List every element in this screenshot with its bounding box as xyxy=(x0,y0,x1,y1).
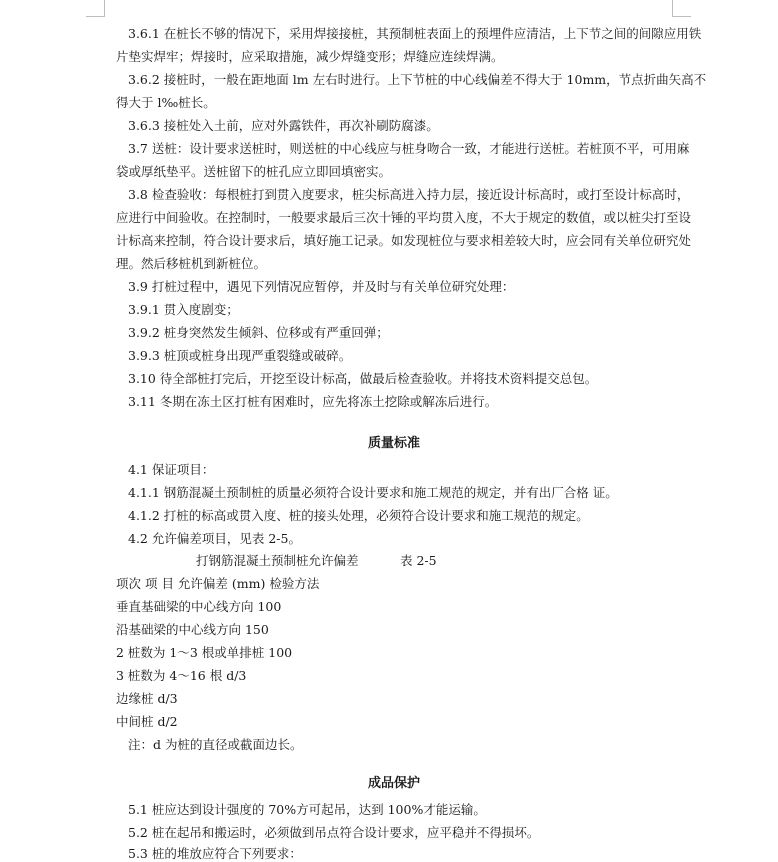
table-row: 边缘桩 d/3 xyxy=(116,691,178,706)
table-row: 垂直基础梁的中心线方向 100 xyxy=(116,599,282,614)
table-row: 中间桩 d/2 xyxy=(116,714,178,729)
para-3-6-3: 3.6.3 接桩处入土前，应对外露铁件，再次补刷防腐漆。 xyxy=(128,118,439,133)
para-3-8-line4: 理。然后移桩机到新桩位。 xyxy=(116,256,267,271)
para-3-7-line2: 袋或厚纸垫平。送桩留下的桩孔应立即回填密实。 xyxy=(116,164,392,179)
para-3-9-3: 3.9.3 桩顶或桩身出现严重裂缝或破碎。 xyxy=(128,348,352,363)
para-3-11: 3.11 冬期在冻土区打桩有困难时，应先将冻土挖除或解冻后进行。 xyxy=(128,394,498,409)
para-5-3: 5.3 桩的堆放应符合下列要求： xyxy=(128,846,302,861)
table-header-row: 项次 项 目 允许偏差 (mm) 检验方法 xyxy=(116,576,320,591)
table-title: 打钢筋混凝土预制桩允许偏差 xyxy=(196,553,359,568)
para-3-7-line1: 3.7 送桩：设计要求送桩时，则送桩的中心线应与桩身吻合一致，才能进行送桩。若桩顶不平，可用麻 xyxy=(128,141,690,156)
page-corner-mark-left xyxy=(86,0,105,17)
para-4-1-1: 4.1.1 钢筋混凝土预制桩的质量必须符合设计要求和施工规范的规定，并有出厂合格 证。 xyxy=(128,485,618,500)
table-row: 沿基础梁的中心线方向 150 xyxy=(116,622,269,637)
para-3-8-line2: 应进行中间验收。在控制时，一般要求最后三次十锤的平均贯入度，不大于规定的数值，或以桩尖打至设 xyxy=(116,210,692,225)
para-3-6-1-line1: 3.6.1 在桩长不够的情况下，采用焊接接桩，其预制桩表面上的预埋件应清洁，上下节之间的间隙应用铁 xyxy=(128,26,702,41)
para-3-9-1: 3.9.1 贯入度剧变； xyxy=(128,302,239,317)
para-5-2: 5.2 桩在起吊和搬运时，必须做到吊点符合设计要求，应平稳并不得损坏。 xyxy=(128,825,540,840)
para-4-1-2: 4.1.2 打桩的标高或贯入度、桩的接头处理，必须符合设计要求和施工规范的规定。 xyxy=(128,508,589,523)
table-row: 3 桩数为 4～16 根 d/3 xyxy=(116,668,247,683)
para-3-6-2-line1: 3.6.2 接桩时，一般在距地面 lm 左右时进行。上下节桩的中心线偏差不得大于 10mm，节点折曲矢高不 xyxy=(128,72,707,87)
section-heading-quality: 质量标准 xyxy=(368,436,421,451)
para-3-9: 3.9 打桩过程中，遇见下列情况应暂停，并及时与有关单位研究处理： xyxy=(128,279,515,294)
para-3-6-2-line2: 得大于 l‰桩长。 xyxy=(116,95,216,110)
para-3-10: 3.10 待全部桩打完后，开挖至设计标高，做最后检查验收。并将技术资料提交总包。 xyxy=(128,371,598,386)
para-3-8-line3: 计标高来控制，符合设计要求后，填好施工记录。如发现桩位与要求相差较大时，应会同有关单位研究处 xyxy=(116,233,692,248)
page-corner-mark-right xyxy=(672,0,691,17)
para-3-6-1-line2: 片垫实焊牢；焊接时，应采取措施，减少焊缝变形；焊缝应连续焊满。 xyxy=(116,49,504,64)
para-3-9-2: 3.9.2 桩身突然发生倾斜、位移或有严重回弹； xyxy=(128,325,389,340)
section-heading-protection: 成品保护 xyxy=(368,776,421,791)
para-4-2: 4.2 允许偏差项目，见表 2-5。 xyxy=(128,531,301,546)
para-3-8-line1: 3.8 检查验收：每根桩打到贯入度要求，桩尖标高进入持力层，接近设计标高时，或打至设计标高时， xyxy=(128,187,690,202)
table-note: 注：d 为桩的直径或截面边长。 xyxy=(128,737,303,752)
table-row: 2 桩数为 1～3 根或单排桩 100 xyxy=(116,645,293,660)
table-number: 表 2-5 xyxy=(400,553,437,568)
para-4-1: 4.1 保证项目： xyxy=(128,462,215,477)
para-5-1: 5.1 桩应达到设计强度的 70%方可起吊，达到 100%才能运输。 xyxy=(128,802,486,817)
